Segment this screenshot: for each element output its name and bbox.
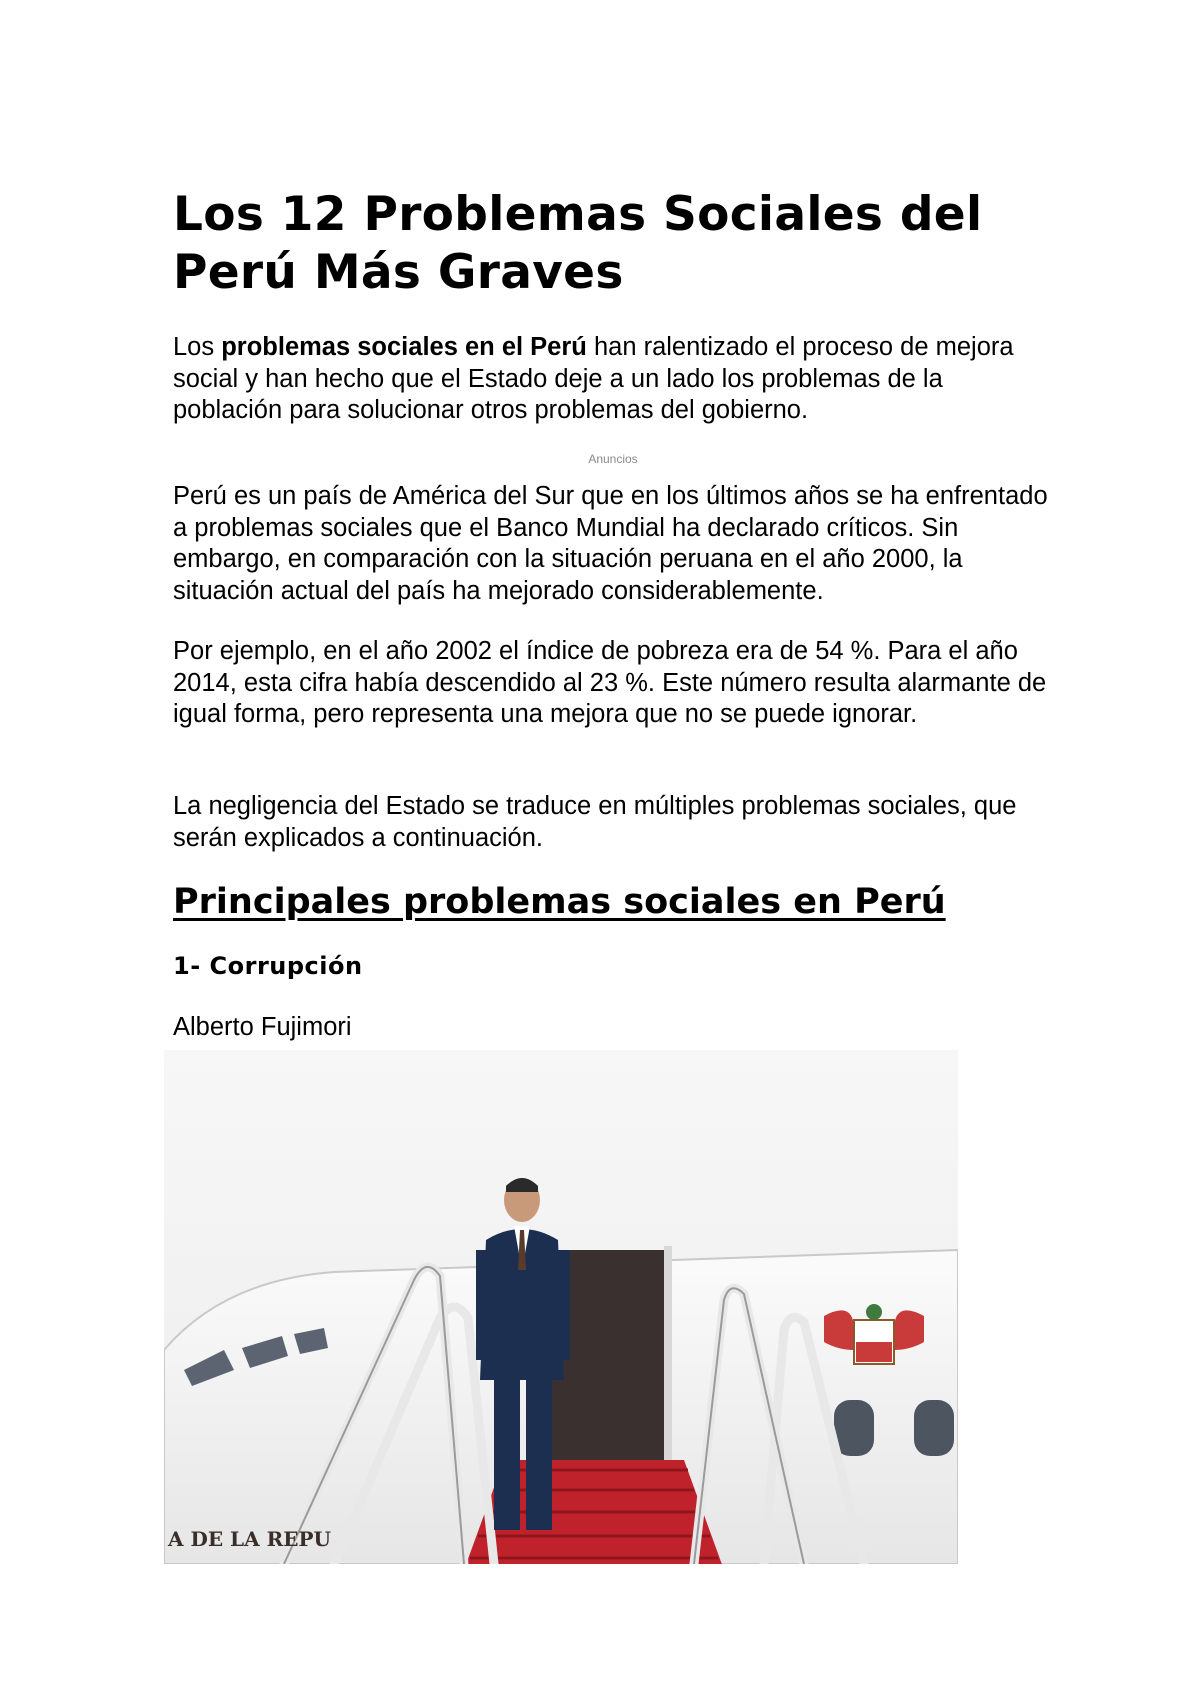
paragraph-2: Por ejemplo, en el año 2002 el índice de pobreza era de 54 %. Para el año 2014, esta cifra había descendido al 23 %. Este número resulta alarmante de igual forma, pero representa una mejora que no se puede ignorar. [173,637,1047,728]
image-caption: Alberto Fujimori [173,1013,352,1041]
intro-paragraph [173,332,1053,427]
paragraph-3: La negligencia del Estado se traduce en múltiples problemas sociales, que serán explicados a continuación. [173,792,1017,852]
intro-bold-text: problemas sociales en el Perú [221,333,587,361]
fuselage-text: A DE LA REPU [168,1527,331,1551]
intro-text-after: han ralentizado el proceso de mejora social y han hecho que el Estado deje a un lado los problemas de la población para solucionar otros problemas del gobierno. [173,333,1014,424]
ads-label: Anuncios [588,452,638,466]
fujimori-airplane-photo [164,1050,958,1564]
page-title: Los 12 Problemas Sociales del Perú Más Graves [173,187,983,300]
subsection-heading: 1- Corrupción [173,952,363,980]
section-heading: Principales problemas sociales en Perú [173,882,946,922]
paragraph-1: Perú es un país de América del Sur que en los últimos años se ha enfrentado a problemas sociales que el Banco Mundial ha declarado críticos. Sin embargo, en comparación con la situación peruana en el año 2000, la situación actual del país ha mejorado considerablemente. [173,482,1048,605]
intro-text-before: Los [173,333,222,361]
